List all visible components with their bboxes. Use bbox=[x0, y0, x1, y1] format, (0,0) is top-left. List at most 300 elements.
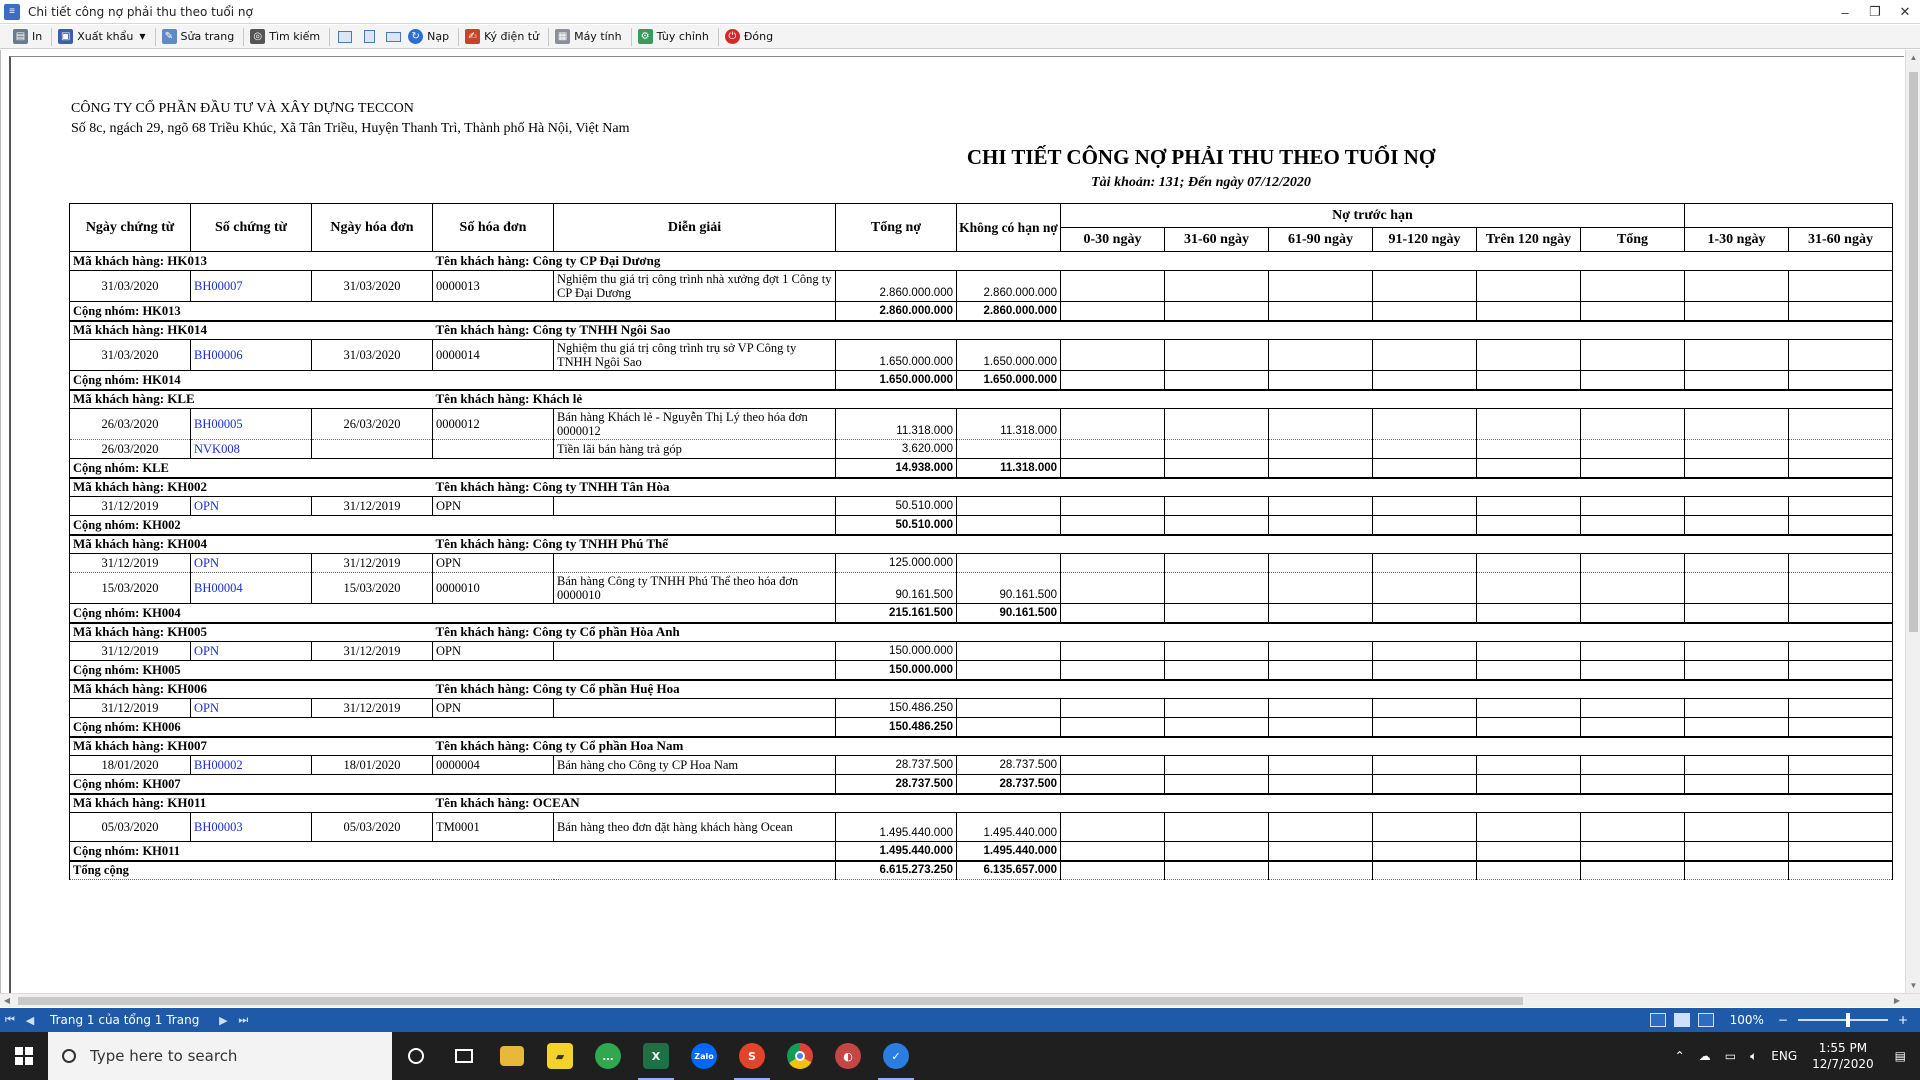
doc-no-link[interactable]: BH00006 bbox=[191, 340, 312, 371]
doc-no-link[interactable]: BH00004 bbox=[191, 573, 312, 604]
total-cell: 150.486.250 bbox=[836, 699, 957, 718]
taskbar bbox=[0, 1032, 1920, 1080]
desc-cell: Tiền lãi bán hàng trả góp bbox=[554, 440, 836, 459]
sum-bucket-cell bbox=[1165, 775, 1269, 794]
grand-bucket-cell bbox=[1061, 861, 1165, 880]
row-bucket-cell bbox=[1789, 573, 1893, 604]
group-name: Tên khách hàng: Khách lẻ bbox=[433, 390, 1893, 409]
sum-bucket-cell bbox=[1477, 516, 1581, 535]
sum-bucket-cell bbox=[1269, 718, 1373, 737]
sum-bucket-cell bbox=[1581, 371, 1685, 390]
sum-bucket-cell bbox=[1269, 661, 1373, 680]
table-row[interactable] bbox=[70, 554, 1893, 573]
col-bucket-over-120: Trên 120 ngày bbox=[1477, 228, 1581, 252]
close-window-icon[interactable]: ✕ bbox=[1899, 4, 1911, 19]
single-page-mode-icon[interactable] bbox=[1650, 1013, 1666, 1027]
inv-no-cell: 0000014 bbox=[433, 340, 554, 371]
desc-cell: Bán hàng cho Công ty CP Hoa Nam bbox=[554, 756, 836, 775]
toolbar-separator bbox=[243, 28, 244, 46]
page-info: Trang 1 của tổng 1 Trang bbox=[50, 1013, 200, 1027]
inv-no-cell: OPN bbox=[433, 642, 554, 661]
horizontal-scrollbar[interactable] bbox=[0, 993, 1920, 1007]
group-sum-label: Cộng nhóm: HK013 bbox=[70, 302, 836, 321]
doc-date-cell: 26/03/2020 bbox=[70, 409, 191, 440]
doc-no-link[interactable]: OPN bbox=[191, 699, 312, 718]
language-indicator[interactable]: ENG bbox=[1771, 1049, 1798, 1063]
group-sum-total: 50.510.000 bbox=[836, 516, 957, 535]
total-cell: 50.510.000 bbox=[836, 497, 957, 516]
table-row[interactable] bbox=[70, 497, 1893, 516]
sum-bucket-cell bbox=[1061, 604, 1165, 623]
desc-cell bbox=[554, 497, 836, 516]
sum-bucket-cell bbox=[1165, 842, 1269, 861]
sum-bucket-cell bbox=[1581, 775, 1685, 794]
group-header-row bbox=[70, 321, 1893, 340]
table-row[interactable] bbox=[70, 440, 1893, 459]
row-bucket-cell bbox=[1789, 756, 1893, 775]
group-sum-no-term bbox=[957, 516, 1061, 535]
sum-bucket-cell bbox=[1789, 718, 1893, 737]
sum-bucket-cell bbox=[1269, 371, 1373, 390]
inv-date-cell: 31/12/2019 bbox=[312, 554, 433, 573]
edit-page-button[interactable] bbox=[159, 27, 241, 47]
scroll-right-icon[interactable]: ▶ bbox=[1893, 996, 1901, 1005]
scroll-down-icon[interactable]: ▼ bbox=[1909, 981, 1918, 990]
status-bar bbox=[0, 1008, 1920, 1032]
task-view-icon[interactable] bbox=[440, 1032, 488, 1080]
row-bucket-cell bbox=[1373, 340, 1477, 371]
esign-label: Ký điện tử bbox=[484, 30, 540, 43]
sum-bucket-cell bbox=[1061, 459, 1165, 478]
row-bucket-cell bbox=[1581, 699, 1685, 718]
chevron-down-icon[interactable]: ▼ bbox=[139, 32, 146, 41]
report-title: CHI TIẾT CÔNG NỢ PHẢI THU THEO TUỔI NỢ bbox=[966, 145, 1436, 169]
total-cell: 1.495.440.000 bbox=[836, 813, 957, 842]
inv-date-cell: 18/01/2020 bbox=[312, 756, 433, 775]
sticky-notes-icon[interactable]: ▰ bbox=[536, 1032, 584, 1080]
total-cell: 90.161.500 bbox=[836, 573, 957, 604]
inv-date-cell: 31/12/2019 bbox=[312, 497, 433, 516]
sum-bucket-cell bbox=[1061, 775, 1165, 794]
grand-bucket-cell bbox=[1373, 861, 1477, 880]
col-desc: Diễn giải bbox=[554, 204, 836, 252]
sum-bucket-cell bbox=[1685, 604, 1789, 623]
sum-bucket-cell bbox=[1789, 661, 1893, 680]
row-bucket-cell bbox=[1061, 573, 1165, 604]
sum-bucket-cell bbox=[1789, 371, 1893, 390]
row-bucket-cell bbox=[1373, 554, 1477, 573]
desc-cell: Bán hàng Khách lẻ - Nguyễn Thị Lý theo hóa đơn 0000012 bbox=[554, 409, 836, 440]
sum-bucket-cell bbox=[1061, 516, 1165, 535]
table-row[interactable] bbox=[70, 813, 1893, 842]
doc-date-cell: 31/12/2019 bbox=[70, 642, 191, 661]
col-inv-no: Số hóa đơn bbox=[433, 204, 554, 252]
group-sum-no-term: 1.495.440.000 bbox=[957, 842, 1061, 861]
chevron-up-icon[interactable]: ⌃ bbox=[1674, 1049, 1685, 1063]
sum-bucket-cell bbox=[1685, 516, 1789, 535]
taskbar-search[interactable] bbox=[48, 1032, 392, 1080]
grand-bucket-cell bbox=[1581, 861, 1685, 880]
row-bucket-cell bbox=[1165, 699, 1269, 718]
no-term-cell: 1.495.440.000 bbox=[957, 813, 1061, 842]
load-button[interactable] bbox=[405, 27, 455, 47]
network-icon[interactable]: ▭ bbox=[1724, 1049, 1737, 1063]
view-controls bbox=[1650, 1008, 1908, 1032]
print-button[interactable] bbox=[10, 27, 48, 47]
total-cell: 2.860.000.000 bbox=[836, 271, 957, 302]
doc-no-link[interactable]: NVK008 bbox=[191, 440, 312, 459]
inv-no-cell: 0000010 bbox=[433, 573, 554, 604]
row-bucket-cell bbox=[1477, 554, 1581, 573]
binoculars-icon: ◎ bbox=[250, 29, 265, 44]
calculator-button[interactable] bbox=[552, 27, 628, 47]
group-sum-no-term: 28.737.500 bbox=[957, 775, 1061, 794]
group-sum-row bbox=[70, 661, 1893, 680]
inv-no-cell: OPN bbox=[433, 699, 554, 718]
group-sum-no-term bbox=[957, 661, 1061, 680]
sum-bucket-cell bbox=[1477, 604, 1581, 623]
export-button[interactable] bbox=[55, 27, 151, 47]
row-bucket-cell bbox=[1373, 497, 1477, 516]
sum-bucket-cell bbox=[1269, 604, 1373, 623]
restore-icon[interactable]: ❐ bbox=[1869, 4, 1881, 19]
row-bucket-cell bbox=[1685, 497, 1789, 516]
table-row[interactable] bbox=[70, 699, 1893, 718]
grand-total-row bbox=[70, 861, 1893, 880]
group-sum-total: 150.000.000 bbox=[836, 661, 957, 680]
sum-bucket-cell bbox=[1789, 516, 1893, 535]
doc-no-link[interactable]: OPN bbox=[191, 554, 312, 573]
single-page-view-icon[interactable] bbox=[335, 27, 355, 47]
row-bucket-cell bbox=[1269, 554, 1373, 573]
sum-bucket-cell bbox=[1685, 718, 1789, 737]
start-button[interactable] bbox=[0, 1032, 48, 1080]
sum-bucket-cell bbox=[1373, 516, 1477, 535]
inv-no-cell: 0000004 bbox=[433, 756, 554, 775]
minimize-icon[interactable]: – bbox=[1841, 4, 1849, 20]
prev-page-icon[interactable]: ◀ bbox=[25, 1013, 35, 1027]
group-sum-no-term bbox=[957, 718, 1061, 737]
doc-date-cell: 05/03/2020 bbox=[70, 813, 191, 842]
row-bucket-cell bbox=[1685, 409, 1789, 440]
sum-bucket-cell bbox=[1477, 718, 1581, 737]
inv-date-cell bbox=[312, 440, 433, 459]
sum-bucket-cell bbox=[1061, 718, 1165, 737]
power-icon: ⏻ bbox=[725, 29, 740, 44]
row-bucket-cell bbox=[1477, 813, 1581, 842]
row-bucket-cell bbox=[1581, 554, 1685, 573]
col-overdue-31-60: 31-60 ngày bbox=[1789, 228, 1893, 252]
col-total: Tổng nợ bbox=[836, 204, 957, 252]
row-bucket-cell bbox=[1789, 340, 1893, 371]
row-bucket-cell bbox=[1581, 440, 1685, 459]
row-bucket-cell bbox=[1061, 271, 1165, 302]
group-code: Mã khách hàng: KH007 bbox=[70, 737, 433, 756]
row-bucket-cell bbox=[1061, 699, 1165, 718]
group-sum-row bbox=[70, 604, 1893, 623]
sum-bucket-cell bbox=[1373, 842, 1477, 861]
sum-bucket-cell bbox=[1685, 661, 1789, 680]
col-bucket-31-60: 31-60 ngày bbox=[1165, 228, 1269, 252]
table-row[interactable] bbox=[70, 340, 1893, 371]
group-sum-row bbox=[70, 371, 1893, 390]
system-tray bbox=[1668, 1032, 1920, 1080]
row-bucket-cell bbox=[1685, 642, 1789, 661]
group-code: Mã khách hàng: HK014 bbox=[70, 321, 433, 340]
sum-bucket-cell bbox=[1373, 604, 1477, 623]
col-overdue-1-30: 1-30 ngày bbox=[1685, 228, 1789, 252]
vertical-scroll-thumb[interactable] bbox=[1909, 72, 1918, 632]
calculator-icon: ▦ bbox=[555, 29, 570, 44]
skype-icon[interactable]: S bbox=[728, 1032, 776, 1080]
no-term-cell: 90.161.500 bbox=[957, 573, 1061, 604]
inv-date-cell: 15/03/2020 bbox=[312, 573, 433, 604]
clock-date: 12/7/2020 bbox=[1812, 1057, 1874, 1071]
doc-no-link[interactable]: BH00002 bbox=[191, 756, 312, 775]
toolbar-separator bbox=[548, 28, 549, 46]
col-no-term: Không có hạn nợ bbox=[957, 204, 1061, 252]
group-code: Mã khách hàng: KH002 bbox=[70, 478, 433, 497]
horizontal-scroll-thumb[interactable] bbox=[18, 997, 1523, 1005]
last-page-icon[interactable]: ⏭ bbox=[238, 1013, 249, 1026]
refresh-icon: ↻ bbox=[408, 29, 423, 44]
sum-bucket-cell bbox=[1581, 661, 1685, 680]
row-bucket-cell bbox=[1373, 409, 1477, 440]
clock-time: 1:55 PM bbox=[1818, 1041, 1868, 1055]
total-cell: 11.318.000 bbox=[836, 409, 957, 440]
inv-date-cell: 31/12/2019 bbox=[312, 642, 433, 661]
page-layout-icon[interactable] bbox=[359, 27, 379, 47]
file-explorer-icon[interactable] bbox=[488, 1032, 536, 1080]
no-term-cell bbox=[957, 497, 1061, 516]
report-subtitle: Tài khoản: 131; Đến ngày 07/12/2020 bbox=[1091, 175, 1311, 190]
doc-date-cell: 31/12/2019 bbox=[70, 699, 191, 718]
esign-button[interactable] bbox=[462, 27, 545, 47]
zoom-slider[interactable] bbox=[1798, 1019, 1888, 1021]
multi-page-mode-icon[interactable] bbox=[1698, 1013, 1714, 1027]
chrome-icon[interactable] bbox=[776, 1032, 824, 1080]
grand-bucket-cell bbox=[1789, 861, 1893, 880]
doc-no-link[interactable]: BH00005 bbox=[191, 409, 312, 440]
sum-bucket-cell bbox=[1581, 718, 1685, 737]
cortana-icon[interactable] bbox=[392, 1032, 440, 1080]
desc-cell: Nghiệm thu giá trị công trình trụ sở VP Công ty TNHH Ngôi Sao bbox=[554, 340, 836, 371]
sum-bucket-cell bbox=[1269, 775, 1373, 794]
inv-no-cell: OPN bbox=[433, 497, 554, 516]
continuous-mode-icon[interactable] bbox=[1674, 1013, 1690, 1027]
table-row[interactable] bbox=[70, 642, 1893, 661]
zoom-slider-knob[interactable] bbox=[1846, 1013, 1850, 1027]
row-bucket-cell bbox=[1477, 440, 1581, 459]
row-bucket-cell bbox=[1165, 813, 1269, 842]
sum-bucket-cell bbox=[1685, 459, 1789, 478]
doc-no-link[interactable]: BH00007 bbox=[191, 271, 312, 302]
remote-app-icon[interactable]: ◐ bbox=[824, 1032, 872, 1080]
row-bucket-cell bbox=[1685, 813, 1789, 842]
doc-no-link[interactable]: OPN bbox=[191, 642, 312, 661]
col-bucket-91-120: 91-120 ngày bbox=[1373, 228, 1477, 252]
row-bucket-cell bbox=[1581, 756, 1685, 775]
group-header-row bbox=[70, 794, 1893, 813]
grand-bucket-cell bbox=[1269, 861, 1373, 880]
group-name: Tên khách hàng: Công ty Cổ phần Hoa Nam bbox=[433, 737, 1893, 756]
page-width-icon[interactable] bbox=[383, 27, 403, 47]
group-code: Mã khách hàng: KH006 bbox=[70, 680, 433, 699]
row-bucket-cell bbox=[1165, 573, 1269, 604]
row-bucket-cell bbox=[1581, 573, 1685, 604]
row-bucket-cell bbox=[1685, 440, 1789, 459]
sum-bucket-cell bbox=[1269, 842, 1373, 861]
row-bucket-cell bbox=[1685, 340, 1789, 371]
first-page-icon[interactable]: ⏮ bbox=[5, 1013, 15, 1026]
save-icon: ▣ bbox=[58, 29, 73, 44]
sum-bucket-cell bbox=[1165, 718, 1269, 737]
close-report-button[interactable] bbox=[722, 27, 779, 47]
row-bucket-cell bbox=[1165, 440, 1269, 459]
sum-bucket-cell bbox=[1789, 302, 1893, 321]
row-bucket-cell bbox=[1061, 340, 1165, 371]
row-bucket-cell bbox=[1061, 756, 1165, 775]
inv-no-cell bbox=[433, 440, 554, 459]
table-row[interactable] bbox=[70, 756, 1893, 775]
row-bucket-cell bbox=[1685, 573, 1789, 604]
chat-app-icon[interactable]: … bbox=[584, 1032, 632, 1080]
sum-bucket-cell bbox=[1477, 302, 1581, 321]
total-cell: 28.737.500 bbox=[836, 756, 957, 775]
table-row[interactable] bbox=[70, 271, 1893, 302]
row-bucket-cell bbox=[1477, 340, 1581, 371]
scroll-left-icon[interactable]: ◀ bbox=[3, 996, 11, 1005]
company-name: CÔNG TY CỔ PHẦN ĐẦU TƯ VÀ XÂY DỰNG TECCON bbox=[71, 101, 414, 116]
row-bucket-cell bbox=[1269, 813, 1373, 842]
row-bucket-cell bbox=[1477, 756, 1581, 775]
sum-bucket-cell bbox=[1685, 371, 1789, 390]
find-label: Tìm kiếm bbox=[269, 30, 321, 43]
no-term-cell: 11.318.000 bbox=[957, 409, 1061, 440]
aging-table bbox=[69, 203, 1893, 880]
row-bucket-cell bbox=[1165, 642, 1269, 661]
cloud-icon[interactable]: ☁ bbox=[1698, 1049, 1711, 1063]
inv-date-cell: 31/12/2019 bbox=[312, 699, 433, 718]
zoom-out-icon[interactable]: − bbox=[1777, 1013, 1788, 1027]
row-bucket-cell bbox=[1269, 699, 1373, 718]
sum-bucket-cell bbox=[1165, 459, 1269, 478]
find-button[interactable] bbox=[247, 27, 326, 47]
row-bucket-cell bbox=[1373, 573, 1477, 604]
excel-icon[interactable]: X bbox=[632, 1032, 680, 1080]
toolbar-separator bbox=[155, 28, 156, 46]
sum-bucket-cell bbox=[1581, 302, 1685, 321]
row-bucket-cell bbox=[1373, 813, 1477, 842]
vertical-scrollbar[interactable] bbox=[1905, 50, 1920, 993]
customize-button[interactable] bbox=[635, 27, 715, 47]
grand-bucket-cell bbox=[1165, 861, 1269, 880]
sum-bucket-cell bbox=[1269, 302, 1373, 321]
sum-bucket-cell bbox=[1061, 371, 1165, 390]
close-report-label: Đóng bbox=[743, 30, 774, 43]
clock[interactable] bbox=[1812, 1040, 1874, 1072]
row-bucket-cell bbox=[1581, 409, 1685, 440]
sum-bucket-cell bbox=[1373, 718, 1477, 737]
total-cell: 125.000.000 bbox=[836, 554, 957, 573]
col-overdue-group bbox=[1685, 204, 1893, 228]
inv-date-cell: 05/03/2020 bbox=[312, 813, 433, 842]
group-sum-label: Cộng nhóm: KH005 bbox=[70, 661, 836, 680]
row-bucket-cell bbox=[1789, 497, 1893, 516]
group-name: Tên khách hàng: OCEAN bbox=[433, 794, 1893, 813]
sum-bucket-cell bbox=[1477, 371, 1581, 390]
group-sum-no-term: 11.318.000 bbox=[957, 459, 1061, 478]
no-term-cell bbox=[957, 440, 1061, 459]
row-bucket-cell bbox=[1061, 642, 1165, 661]
next-page-icon[interactable]: ▶ bbox=[219, 1013, 228, 1027]
row-bucket-cell bbox=[1581, 340, 1685, 371]
group-sum-row bbox=[70, 459, 1893, 478]
sum-bucket-cell bbox=[1685, 302, 1789, 321]
row-bucket-cell bbox=[1581, 642, 1685, 661]
group-sum-total: 2.860.000.000 bbox=[836, 302, 957, 321]
desc-cell: Nghiệm thu giá trị công trình nhà xưởng đợt 1 Công ty CP Đại Dương bbox=[554, 271, 836, 302]
group-header-row bbox=[70, 478, 1893, 497]
accounting-app-icon[interactable]: ✓ bbox=[872, 1032, 920, 1080]
group-code: Mã khách hàng: KLE bbox=[70, 390, 433, 409]
sum-bucket-cell bbox=[1373, 775, 1477, 794]
group-sum-row bbox=[70, 842, 1893, 861]
search-placeholder: Type here to search bbox=[90, 1047, 238, 1065]
group-sum-total: 150.486.250 bbox=[836, 718, 957, 737]
group-code: Mã khách hàng: KH005 bbox=[70, 623, 433, 642]
row-bucket-cell bbox=[1373, 642, 1477, 661]
row-bucket-cell bbox=[1373, 271, 1477, 302]
row-bucket-cell bbox=[1165, 409, 1269, 440]
no-term-cell: 28.737.500 bbox=[957, 756, 1061, 775]
volume-icon[interactable]: 🔈︎ bbox=[1750, 1048, 1758, 1063]
row-bucket-cell bbox=[1789, 440, 1893, 459]
doc-no-link[interactable]: BH00003 bbox=[191, 813, 312, 842]
sum-bucket-cell bbox=[1789, 604, 1893, 623]
row-bucket-cell bbox=[1269, 642, 1373, 661]
sum-bucket-cell bbox=[1789, 775, 1893, 794]
row-bucket-cell bbox=[1165, 756, 1269, 775]
scroll-up-icon[interactable]: ▲ bbox=[1909, 53, 1918, 62]
report-viewport[interactable] bbox=[0, 50, 1905, 993]
row-bucket-cell bbox=[1061, 409, 1165, 440]
table-row[interactable] bbox=[70, 573, 1893, 604]
doc-no-link[interactable]: OPN bbox=[191, 497, 312, 516]
export-label: Xuất khẩu bbox=[77, 30, 134, 43]
inv-date-cell: 26/03/2020 bbox=[312, 409, 433, 440]
row-bucket-cell bbox=[1165, 340, 1269, 371]
group-sum-label: Cộng nhóm: KLE bbox=[70, 459, 836, 478]
row-bucket-cell bbox=[1373, 699, 1477, 718]
total-cell: 150.000.000 bbox=[836, 642, 957, 661]
sum-bucket-cell bbox=[1373, 371, 1477, 390]
row-bucket-cell bbox=[1373, 756, 1477, 775]
sum-bucket-cell bbox=[1581, 842, 1685, 861]
sum-bucket-cell bbox=[1477, 842, 1581, 861]
notification-icon[interactable]: ▤ bbox=[1894, 1049, 1906, 1063]
zoom-in-icon[interactable]: + bbox=[1897, 1013, 1908, 1027]
row-bucket-cell bbox=[1685, 699, 1789, 718]
col-bucket-sum: Tổng bbox=[1581, 228, 1685, 252]
toolbar-separator bbox=[458, 28, 459, 46]
row-bucket-cell bbox=[1789, 271, 1893, 302]
table-row[interactable] bbox=[70, 409, 1893, 440]
aging-table-body bbox=[70, 252, 1893, 880]
zalo-icon[interactable]: Zalo bbox=[680, 1032, 728, 1080]
customize-label: Tùy chỉnh bbox=[656, 30, 709, 43]
inv-date-cell: 31/03/2020 bbox=[312, 340, 433, 371]
